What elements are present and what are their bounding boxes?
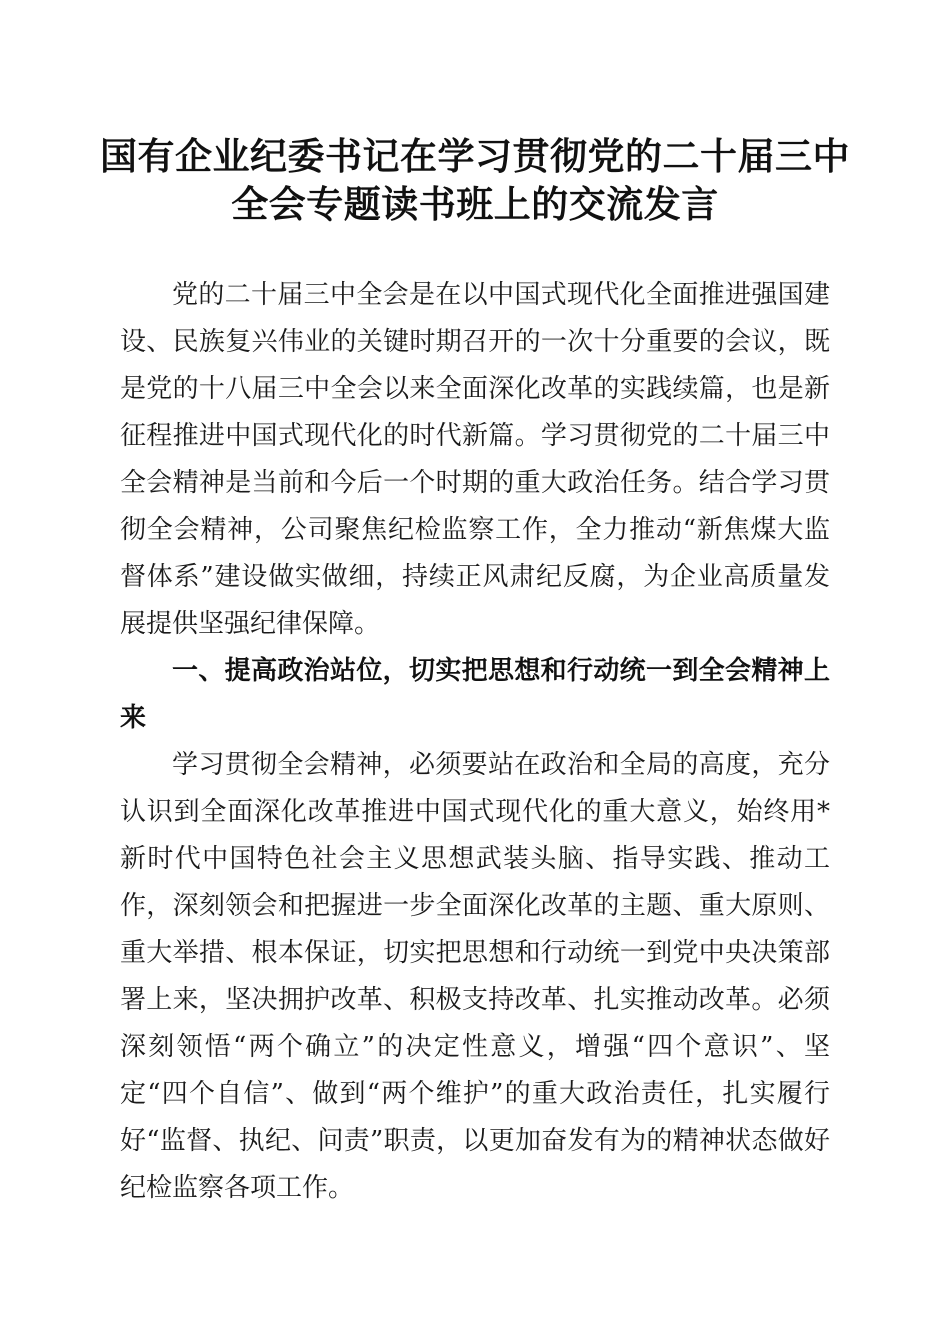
intro-paragraph: 党的二十届三中全会是在以中国式现代化全面推进强国建设、民族复兴伟业的关键时期召开的一次十分重要的会议，既是党的十八届三中全会以来全面深化改革的实践续篇，也是新征程推进中国式现代化的时代新篇。学习贯彻党的二十届三中全会精神是当前和今后一个时期的重大政治任务。结合学习贯彻全会精神，公司聚焦纪检监察工作，全力推动“新焦煤大监督体系”建设做实做细，持续正风肃纪反腐，为企业高质量发展提供坚强纪律保障。 [120, 280, 830, 639]
section-1-paragraph: 学习贯彻全会精神，必须要站在政治和全局的高度，充分认识到全面深化改革推进中国式现代化的重大意义，始终用*新时代中国特色社会主义思想武装头脑、指导实践、推动工作，深刻领会和把握进一步全面深化改革的主题、重大原则、重大举措、根本保证，切实把思想和行动统一到党中央决策部署上来，坚决拥护改革、积极支持改革、扎实推动改革。必须深刻领悟“两个确立”的决定性意义，增强“四个意识”、坚定“四个自信”、做到“两个维护”的重大政治责任，扎实履行好“监督、执纪、问责”职责，以更加奋发有为的精神状态做好纪检监察各项工作。 [120, 750, 830, 1203]
document-title: 国有企业纪委书记在学习贯彻党的二十届三中全会专题读书班上的交流发言 [100, 134, 850, 226]
section-heading-1: 一、提高政治站位，切实把思想和行动统一到全会精神上来 [120, 656, 830, 733]
document-body [120, 272, 830, 1212]
